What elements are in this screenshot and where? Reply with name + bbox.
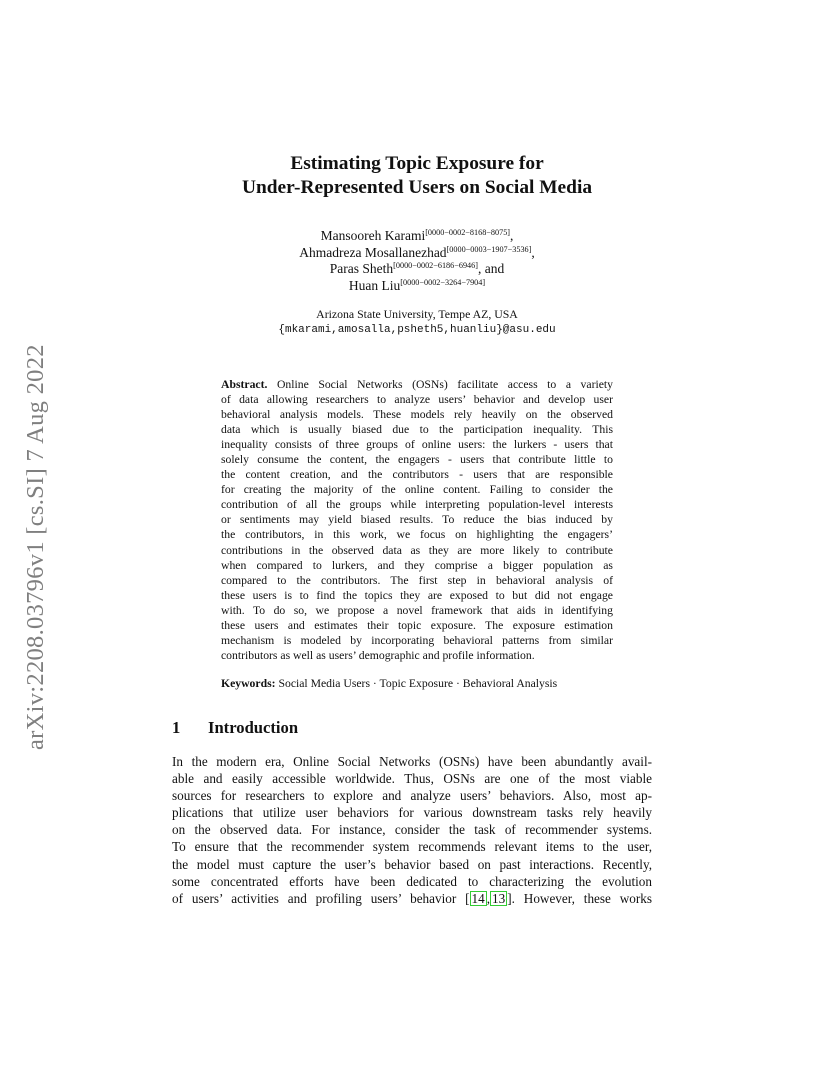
body-line: To ensure that the recommender system recommends relevant items to the user, — [172, 839, 652, 855]
author-name: Ahmadreza Mosallanezhad — [299, 244, 447, 260]
author-emails[interactable]: {mkarami,amosalla,psheth5,huanliu}@asu.edu — [278, 323, 556, 336]
abstract-line: when compared to lurkers, and they comprise a bigger population as — [221, 558, 613, 572]
abstract-line: mechanism is modeled by incorporating behavioral patterns from similar — [221, 633, 613, 647]
author-list — [170, 228, 664, 294]
abstract-line: contribution of all the groups while interpreting population-level interests — [221, 498, 613, 512]
abstract-line: the contributors, in this work, we focus on highlighting the engagers’ — [221, 528, 613, 542]
abstract-line: contributions in the observed data as they are more likely to contribute — [221, 543, 613, 557]
abstract-line: contributors as well as users’ demographic and profile information. — [221, 648, 535, 662]
abstract-line: of data allowing researchers to analyze users’ behavior and develop user — [221, 393, 613, 407]
body-line: plications that utilize user behaviors for various downstream tasks rely heavily — [172, 805, 652, 821]
keywords-label: Keywords: — [221, 677, 276, 690]
author-orcid[interactable]: [0000−0002−6186−6946] — [393, 261, 478, 270]
keywords-text: Social Media Users · Topic Exposure · Behavioral Analysis — [278, 677, 558, 690]
abstract-line: or sentiments may yield biased results. To reduce the bias induced by — [221, 513, 613, 527]
author-orcid[interactable]: [0000−0002−3264−7904] — [400, 277, 486, 287]
author-entry — [170, 228, 664, 245]
abstract-line: behavioral analysis models. These models rely heavily on the observed — [221, 408, 613, 422]
abstract-line: compared to the contributors. The first step in behavioral analysis of — [221, 573, 613, 587]
citation-link[interactable]: 14 — [471, 890, 485, 906]
abstract-line: inequality consists of three groups of online users: the lurkers - users that — [221, 438, 613, 452]
body-line: able and easily accessible worldwide. Thus, OSNs are one of the most viable — [172, 771, 652, 787]
arxiv-identifier-stamp — [22, 300, 58, 750]
author-entry — [170, 245, 664, 262]
body-line: In the modern era, Online Social Networks (OSNs) have been abundantly avail- — [172, 754, 652, 769]
author-name: Paras Sheth — [329, 261, 394, 276]
introduction-body — [172, 753, 652, 907]
author-name: Huan Liu — [348, 277, 401, 293]
body-line: the model must capture the user’s behavior based on past interactions. Recently, — [172, 856, 652, 872]
body-line: on the observed data. For instance, consider the task of recommender systems. — [172, 822, 652, 838]
abstract-label: Abstract. — [221, 378, 268, 391]
author-separator: , — [531, 244, 535, 260]
body-line: some concentrated efforts have been dedicated to characterizing the evolution — [172, 873, 652, 889]
affiliation-block — [170, 307, 664, 338]
author-orcid[interactable]: [0000−0003−1907−3536] — [446, 244, 532, 254]
author-name: Mansooreh Karami — [320, 228, 426, 243]
section-heading-introduction — [172, 718, 298, 738]
section-title: Introduction — [208, 718, 299, 737]
author-separator: , and — [477, 261, 505, 276]
body-line: sources for researchers to explore and analyze users’ behaviors. Also, most ap- — [172, 788, 652, 804]
keywords — [221, 676, 621, 691]
paper-title — [170, 152, 664, 200]
abstract-line: Abstract. Online Social Networks (OSNs) facilitate access to a variety — [221, 378, 614, 391]
citation-link[interactable]: 13 — [492, 890, 506, 906]
author-orcid[interactable]: [0000−0002−8168−8075] — [425, 228, 511, 237]
abstract-line: for creating the majority of the online content. Failing to consider the — [221, 483, 613, 497]
affiliation-text: Arizona State University, Tempe AZ, USA — [316, 307, 518, 321]
body-line-with-citation: of users’ activities and profiling users’ behavior [ 14 , 13 ]. However, these works — [172, 890, 653, 906]
abstract-line: with. To do so, we propose a novel framework that aids in identifying — [221, 603, 613, 617]
abstract — [221, 377, 613, 663]
author-entry — [170, 278, 664, 295]
arxiv-identifier-text: arXiv:2208.03796v1 [cs.SI] 7 Aug 2022 — [22, 344, 49, 750]
title-line-1: Estimating Topic Exposure for — [290, 153, 544, 174]
author-entry — [170, 261, 664, 278]
abstract-line: data which is usually biased due to the participation inequality. This — [221, 423, 613, 437]
title-line-2: Under-Represented Users on Social Media — [241, 177, 593, 198]
abstract-line: these users is to find the topics they are exposed to but did not engage — [221, 588, 613, 602]
abstract-line: these users and estimates their topic exposure. The exposure estimation — [221, 618, 613, 632]
abstract-line: solely consume the content, the engagers - users that contribute little to — [221, 453, 613, 467]
abstract-line: the content creation, and the contributors - users that are responsible — [221, 468, 613, 482]
section-number: 1 — [172, 718, 181, 737]
author-separator: , — [510, 228, 514, 243]
